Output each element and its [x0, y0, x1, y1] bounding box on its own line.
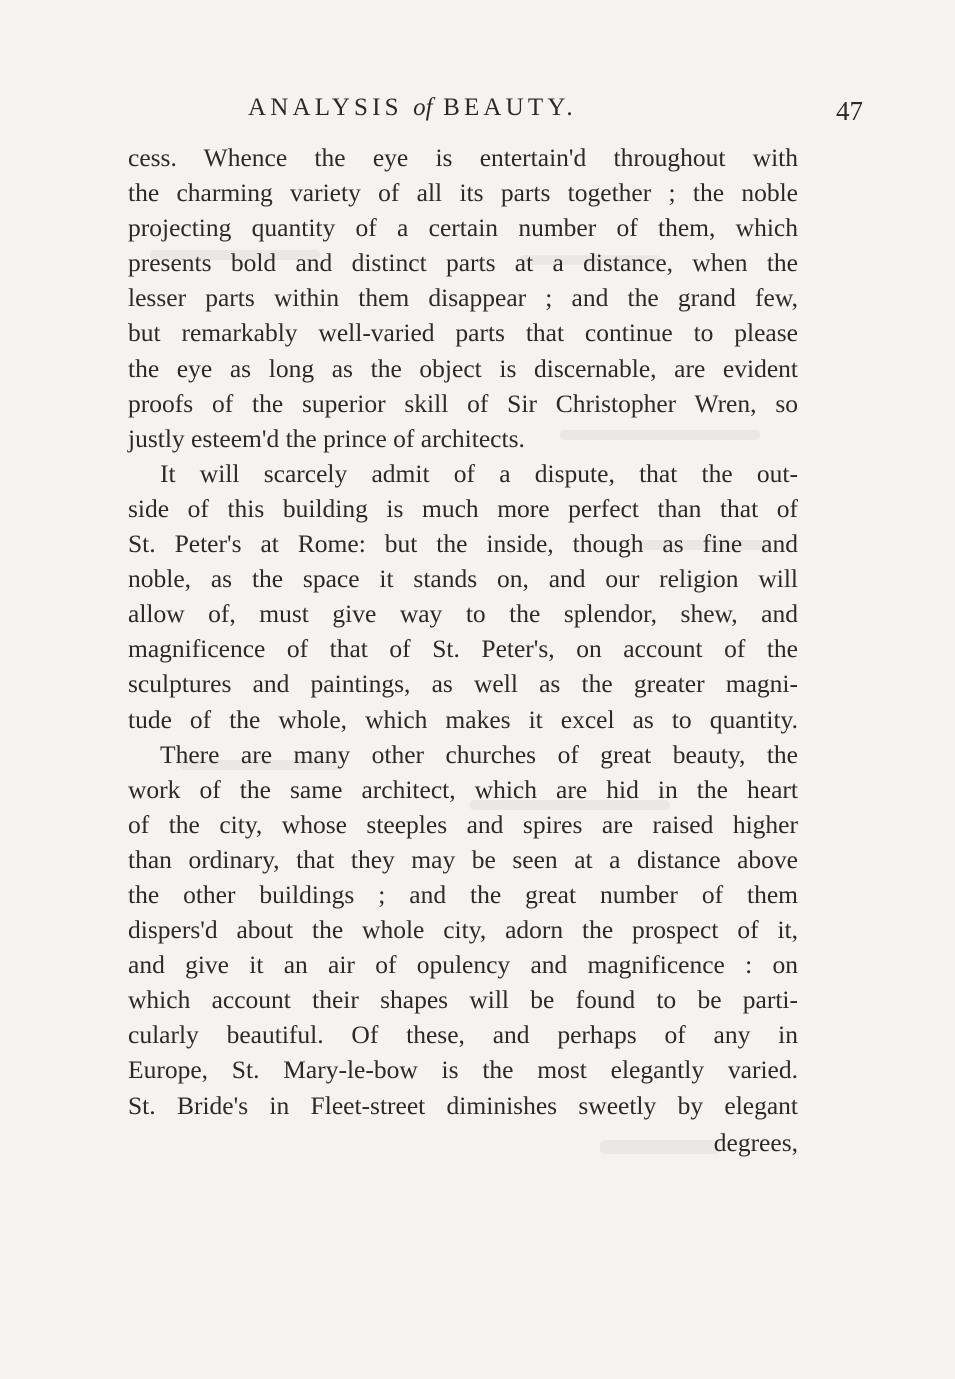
text-line: St. Peter's at Rome: but the inside, though as fine and — [128, 529, 798, 559]
text-line: cess. Whence the eye is entertain'd throughout with — [128, 143, 798, 172]
text-line: Europe, St. Mary-le-bow is the most elegantly varied. — [128, 1055, 798, 1085]
text-line: magnificence of that of St. Peter's, on account of the — [128, 634, 798, 664]
text-line: the charming variety of all its parts together ; the noble — [128, 178, 798, 208]
text-line: and give it an air of opulency and magnificence : on — [128, 950, 798, 980]
paragraph-end-line: justly esteem'd the prince of architects. — [128, 423, 525, 453]
running-head-of: of — [413, 94, 433, 121]
body-text — [128, 140, 798, 1160]
text-line: cularly beautiful. Of these, and perhaps of any in — [128, 1020, 798, 1050]
text-line: allow of, must give way to the splendor, shew, and — [128, 599, 798, 629]
text-line: the eye as long as the object is discernable, are evident — [128, 353, 798, 383]
text-line: noble, as the space it stands on, and our religion will — [128, 564, 798, 594]
page-number: 47 — [836, 96, 863, 126]
paragraph-start-line: It will scarcely admit of a dispute, that the out- — [160, 458, 798, 488]
text-line: proofs of the superior skill of Sir Christopher Wren, so — [128, 388, 798, 418]
text-line: lesser parts within them disappear ; and the grand few, — [128, 283, 798, 313]
running-head-title-part1: ANALYSIS — [248, 94, 403, 121]
running-head — [248, 94, 577, 122]
text-line: than ordinary, that they may be seen at a distance above — [128, 844, 798, 874]
running-head-title-part2: BEAUTY. — [443, 94, 577, 121]
catchword: degrees, — [713, 1127, 798, 1157]
text-line: sculptures and paintings, as well as the greater magni- — [128, 669, 798, 699]
text-line: which account their shapes will be found to be parti- — [128, 985, 798, 1015]
text-line: work of the same architect, which are hid in the heart — [128, 774, 798, 804]
text-line: side of this building is much more perfect than that of — [128, 493, 798, 523]
text-line: the other buildings ; and the great number of them — [128, 879, 798, 909]
text-line: tude of the whole, which makes it excel as to quantity. — [128, 704, 798, 734]
text-line: projecting quantity of a certain number of them, which — [128, 213, 798, 243]
text-line: dispers'd about the whole city, adorn the prospect of it, — [128, 915, 798, 945]
text-line: St. Bride's in Fleet-street diminishes sweetly by elegant — [128, 1090, 798, 1120]
text-line: of the city, whose steeples and spires are raised higher — [128, 809, 798, 839]
text-line: presents bold and distinct parts at a distance, when the — [128, 248, 798, 278]
paragraph-start-line: There are many other churches of great beauty, the — [160, 739, 798, 769]
text-line: but remarkably well-varied parts that continue to please — [128, 318, 798, 348]
